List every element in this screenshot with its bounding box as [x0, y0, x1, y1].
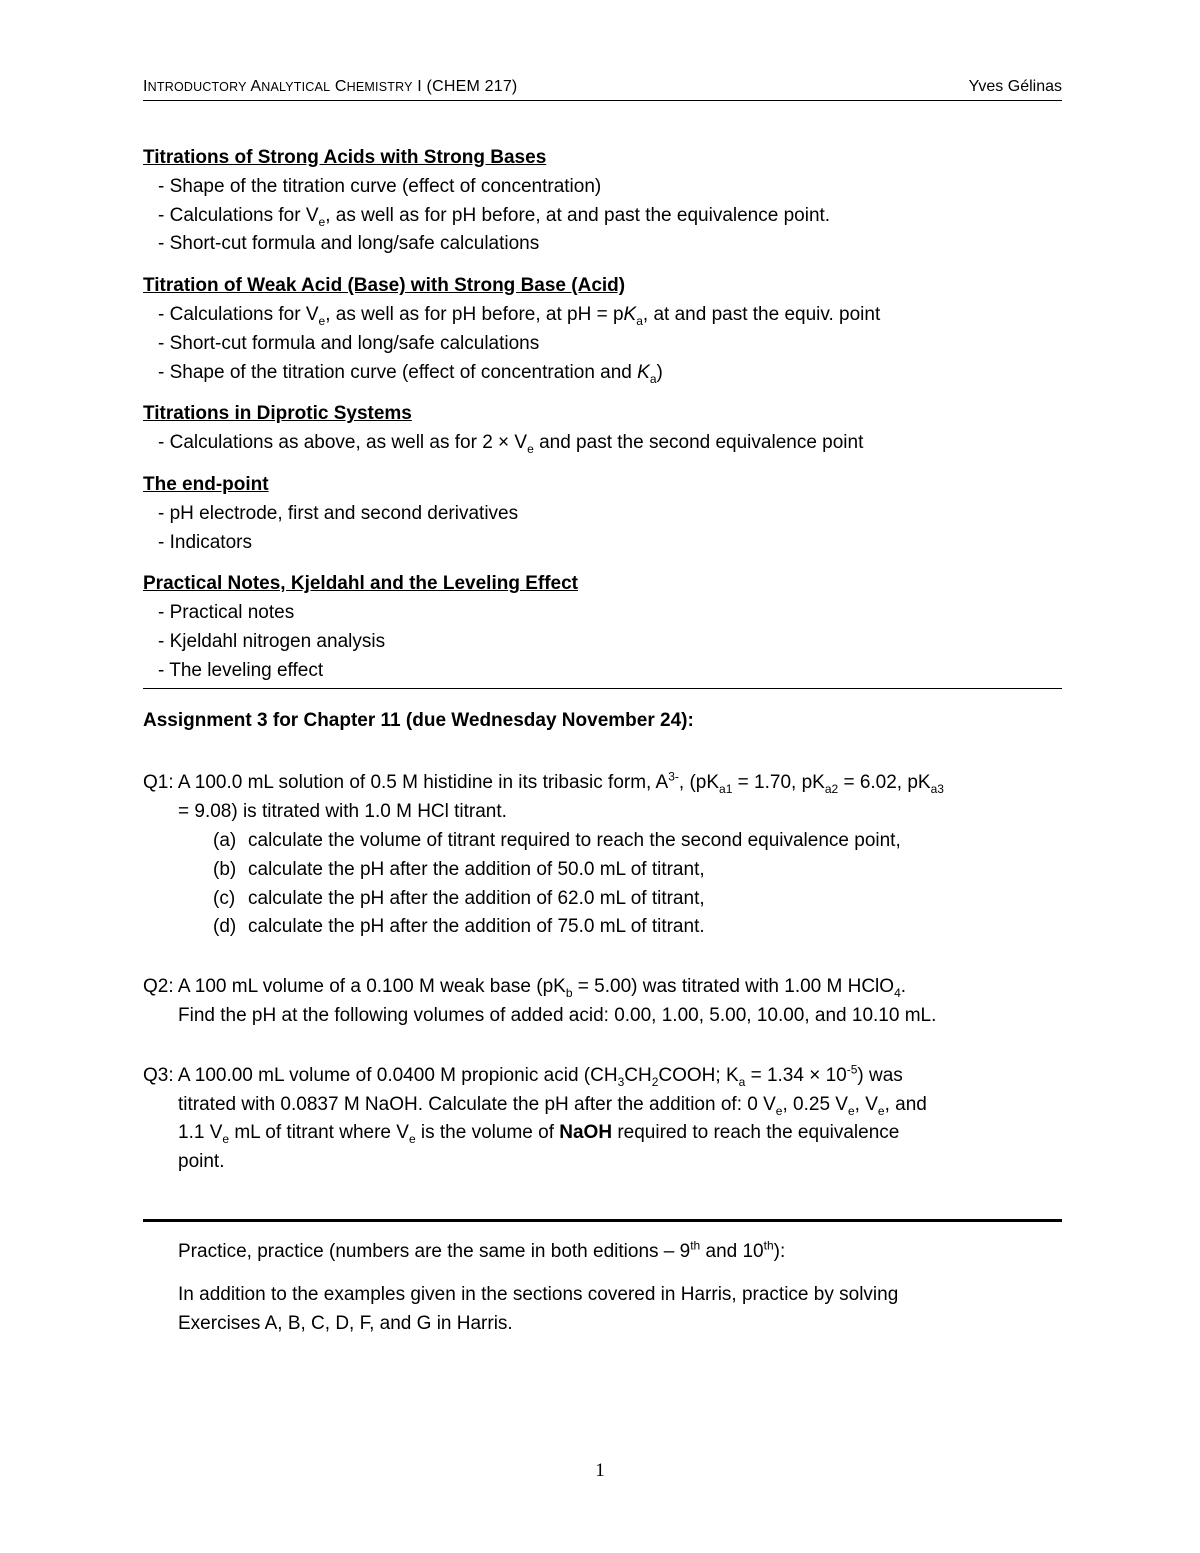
section-practical-notes — [143, 570, 1062, 685]
question-line: Find the pH at the following volumes of added acid: 0.00, 1.00, 5.00, 10.00, and 10.10 mL. — [178, 1004, 937, 1026]
question-line: Q1: A 100.0 mL solution of 0.5 M histidine in its tribasic form, $A^{3-}$, ($pK_{a1} = 1.70$, $pK_{a2} = 6.02$, $pK_{a3}$ — [143, 770, 944, 797]
question-q1 — [143, 769, 1062, 942]
practice-line: Practice, practice (numbers are the same in both editions – 9th and 10th): — [178, 1238, 786, 1262]
question-line: point. — [178, 1151, 225, 1173]
list-item: - Calculations for $V_e$, as well as for pH before, at pH = $pK_a$, at and past the equiv. point — [158, 303, 881, 328]
title-word: NTRODUCTORY — [147, 80, 247, 94]
list-item: - The leveling effect — [158, 659, 324, 681]
section-strong-acids — [143, 144, 1062, 259]
list-item: - Indicators — [158, 531, 252, 553]
section-end-point — [143, 471, 1062, 557]
title-letter: I — [143, 78, 148, 95]
question-q2 — [143, 973, 1062, 1031]
list-item: - Calculations for $V_e$, as well as for pH before, at and past the equivalence point. — [158, 204, 831, 229]
question-part-a: (a) calculate the volume of titrant required to reach the second equivalence point, — [213, 829, 901, 851]
title-word: HEMISTRY — [346, 80, 413, 94]
divider — [143, 688, 1062, 689]
practice-line: Exercises A, B, C, D, F, and G in Harris. — [178, 1312, 513, 1334]
section-title: Titrations in Diprotic Systems — [143, 403, 412, 425]
page-header — [143, 78, 1062, 101]
practice-line: In addition to the examples given in the sections covered in Harris, practice by solving — [178, 1283, 899, 1305]
question-line: Q3: A 100.00 mL volume of 0.0400 M propionic acid ($CH_3CH_2COOH$; $K_a = 1.34 \times 10^{-5}$) was — [143, 1062, 903, 1089]
question-line: = 9.08) is titrated with 1.0 M HCl titrant. — [178, 801, 507, 823]
section-title: The end-point — [143, 473, 269, 495]
section-weak-acid — [143, 272, 1062, 387]
author-name: Yves Gélinas — [968, 78, 1062, 95]
question-line: Q2: A 100 mL volume of a 0.100 M weak base $(pK_b = 5.00)$ was titrated with 1.00 M HClO$_4$. — [143, 976, 907, 1000]
list-item: - Calculations as above, as well as for $2 \times V_e$ and past the second equivalence point — [158, 432, 864, 456]
list-item: - Practical notes — [158, 602, 295, 624]
list-item: - Kjeldahl nitrogen analysis — [158, 630, 386, 652]
section-diprotic — [143, 400, 1062, 458]
assignment-title: Assignment 3 for Chapter 11 (due Wednesday November 24): — [143, 709, 694, 731]
question-line: titrated with 0.0837 M NaOH. Calculate the pH after the addition of: 0 $V_e$, 0.25 $V_e$, $V_e$, and — [178, 1093, 927, 1118]
title-letter: C — [334, 78, 347, 95]
list-item: - Short-cut formula and long/safe calculations — [158, 233, 540, 255]
section-title: Practical Notes, Kjeldahl and the Leveling Effect — [143, 573, 579, 595]
page-number: 1 — [595, 1460, 605, 1481]
question-part-c: (c) calculate the pH after the addition of 62.0 mL of titrant, — [213, 887, 705, 909]
list-item: - Shape of the titration curve (effect of concentration) — [158, 175, 602, 197]
section-title: Titrations of Strong Acids with Strong Bases — [143, 147, 547, 168]
list-item: - pH electrode, first and second derivatives — [158, 502, 519, 524]
list-item: - Short-cut formula and long/safe calculations — [158, 332, 540, 354]
practice-block — [143, 1238, 1062, 1338]
page-content — [143, 144, 1062, 1338]
question-part-d: (d) calculate the pH after the addition of 75.0 mL of titrant. — [213, 916, 705, 938]
divider-thick — [143, 1219, 1062, 1222]
title-word: NALYTICAL — [261, 80, 331, 94]
title-course-code: I (CHEM 217) — [417, 78, 518, 95]
section-title: Titration of Weak Acid (Base) with Strong Base (Acid) — [143, 275, 626, 297]
question-q3 — [143, 1062, 1062, 1177]
question-line: 1.1 $V_e$ mL of titrant where $V_e$ is the volume of NaOH required to reach the equivalence — [178, 1122, 900, 1147]
title-letter: A — [250, 78, 262, 95]
list-item: - Shape of the titration curve (effect of concentration and $K_a$) — [158, 361, 663, 386]
question-part-b: (b) calculate the pH after the addition of 50.0 mL of titrant, — [213, 858, 705, 880]
course-title — [143, 78, 517, 96]
